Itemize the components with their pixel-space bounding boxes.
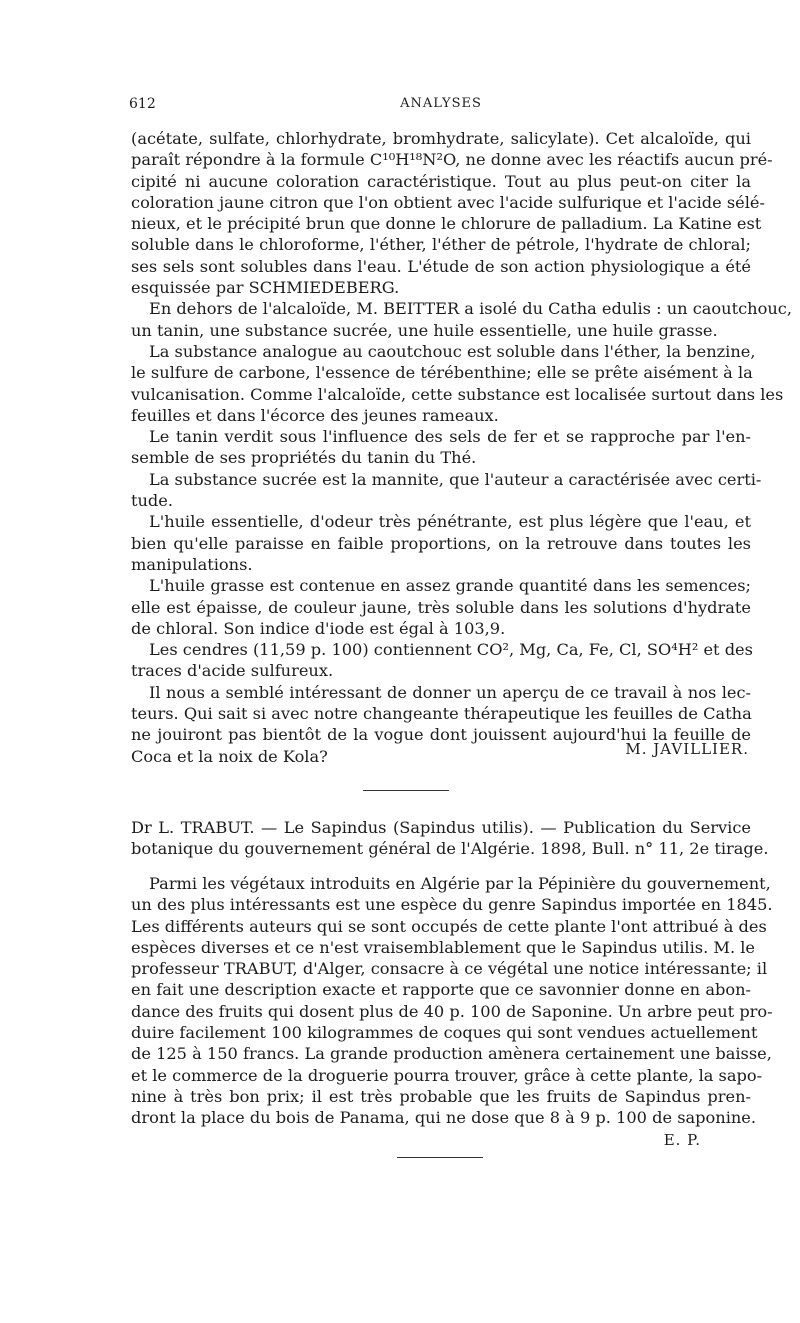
text-line: Les différents auteurs qui se sont occupés de cette plante l'ont attribué à des — [131, 916, 767, 936]
text-line: elle est épaisse, de couleur jaune, très soluble dans les solutions d'hydrate — [131, 597, 751, 617]
text-line: un tanin, une substance sucrée, une huile essentielle, une huile grasse. — [131, 320, 718, 340]
text-line: vulcanisation. Comme l'alcaloïde, cette substance est localisée surtout dans les — [131, 384, 784, 404]
text-line: nine à très bon prix; il est très probable que les fruits de Sapindus pren- — [131, 1086, 751, 1106]
text-line: (acétate, sulfate, chlorhydrate, bromhydrate, salicylate). Cet alcaloïde, qui — [131, 129, 751, 148]
text-line: ses sels sont solubles dans l'eau. L'étude de son action physiologique a été — [131, 256, 751, 276]
section-divider — [363, 790, 449, 791]
text-line: La substance analogue au caoutchouc est soluble dans l'éther, la benzine, — [149, 341, 756, 361]
text-line: cipité ni aucune coloration caractéristique. Tout au plus peut-on citer la — [131, 171, 751, 191]
running-title: ANALYSES — [400, 96, 482, 111]
text-line: Parmi les végétaux introduits en Algérie par la Pépinière du gouvernement, — [149, 874, 771, 893]
signature-ep: E. P. — [663, 1131, 701, 1149]
text-line: semble de ses propriétés du tanin du Thé. — [131, 448, 477, 468]
text-line: Coca et la noix de Kola? — [131, 746, 328, 766]
text-line: tude. — [131, 491, 174, 511]
text-line: de chloral. Son indice d'iode est égal à 103,9. — [131, 618, 506, 638]
running-header — [131, 96, 751, 116]
page-number: 612 — [129, 96, 156, 112]
text-line: dance des fruits qui dosent plus de 40 p. 100 de Saponine. Un arbre peut pro- — [131, 1001, 773, 1021]
text-line: Le tanin verdit sous l'influence des sels de fer et se rapproche par l'en- — [149, 427, 751, 447]
title-line: botanique du gouvernement général de l'Algérie. 1898, Bull. n° 11, 2e tirage. — [131, 839, 769, 859]
text-line: le sulfure de carbone, l'essence de térébenthine; elle se prête aisément à la — [131, 363, 753, 383]
text-line: La substance sucrée est la mannite, que l'auteur a caractérisée avec certi- — [149, 469, 762, 489]
text-line: professeur TRABUT, d'Alger, consacre à ce végétal une notice intéressante; il — [131, 959, 768, 979]
text-line: nieux, et le précipité brun que donne le chlorure de palladium. La Katine est — [131, 214, 762, 234]
text-line: dront la place du bois de Panama, qui ne dose que 8 à 9 p. 100 de saponine. — [131, 1108, 757, 1128]
title-line: Dr L. TRABUT. — Le Sapindus (Sapindus utilis). — Publication du Service — [131, 818, 751, 837]
text-line: duire facilement 100 kilogrammes de coques qui sont vendues actuellement — [131, 1023, 758, 1043]
text-line: et le commerce de la droguerie pourra trouver, grâce à cette plante, la sapo- — [131, 1065, 763, 1085]
text-line: teurs. Qui sait si avec notre changeante thérapeutique les feuilles de Catha — [131, 704, 752, 724]
text-line: Les cendres (11,59 p. 100) contiennent CO², Mg, Ca, Fe, Cl, SO⁴H² et des — [149, 640, 753, 660]
end-divider — [397, 1157, 483, 1158]
text-line: espèces diverses et ce n'est vraisemblablement que le Sapindus utilis. M. le — [131, 937, 756, 957]
text-line: un des plus intéressants est une espèce du genre Sapindus importée en 1845. — [131, 895, 773, 915]
text-line: de 125 à 150 francs. La grande production amènera certainement une baisse, — [131, 1044, 772, 1064]
text-line: L'huile grasse est contenue en assez grande quantité dans les semences; — [149, 576, 751, 596]
text-line: coloration jaune citron que l'on obtient avec l'acide sulfurique et l'acide sélé- — [131, 192, 765, 212]
text-line: L'huile essentielle, d'odeur très pénétrante, est plus légère que l'eau, et — [149, 512, 751, 532]
section2-body — [131, 873, 773, 1129]
text-line: soluble dans le chloroforme, l'éther, l'éther de pétrole, l'hydrate de chloral; — [131, 235, 751, 255]
signature-javillier: M. JAVILLIER. — [625, 740, 749, 758]
text-line: traces d'acide sulfureux. — [131, 661, 334, 681]
text-line: paraît répondre à la formule C¹⁰H¹⁸N²O, ne donne avec les réactifs aucun pré- — [131, 150, 773, 170]
text-line: bien qu'elle paraisse en faible proportions, on la retrouve dans toutes les — [131, 533, 751, 553]
section2-title — [131, 817, 769, 860]
text-line: En dehors de l'alcaloïde, M. BEITTER a isolé du Catha edulis : un caoutchouc, — [149, 299, 792, 319]
text-line: en fait une description exacte et rapporte que ce savonnier donne en abon- — [131, 980, 751, 1000]
section1-body — [131, 128, 792, 767]
text-line: esquissée par SCHMIEDEBERG. — [131, 278, 400, 298]
text-line: manipulations. — [131, 554, 253, 574]
text-line: ne jouiront pas bientôt de la vogue dont jouissent aujourd'hui la feuille de — [131, 725, 751, 745]
text-line: Il nous a semblé intéressant de donner un aperçu de ce travail à nos lec- — [149, 682, 751, 702]
text-line: feuilles et dans l'écorce des jeunes rameaux. — [131, 405, 499, 425]
